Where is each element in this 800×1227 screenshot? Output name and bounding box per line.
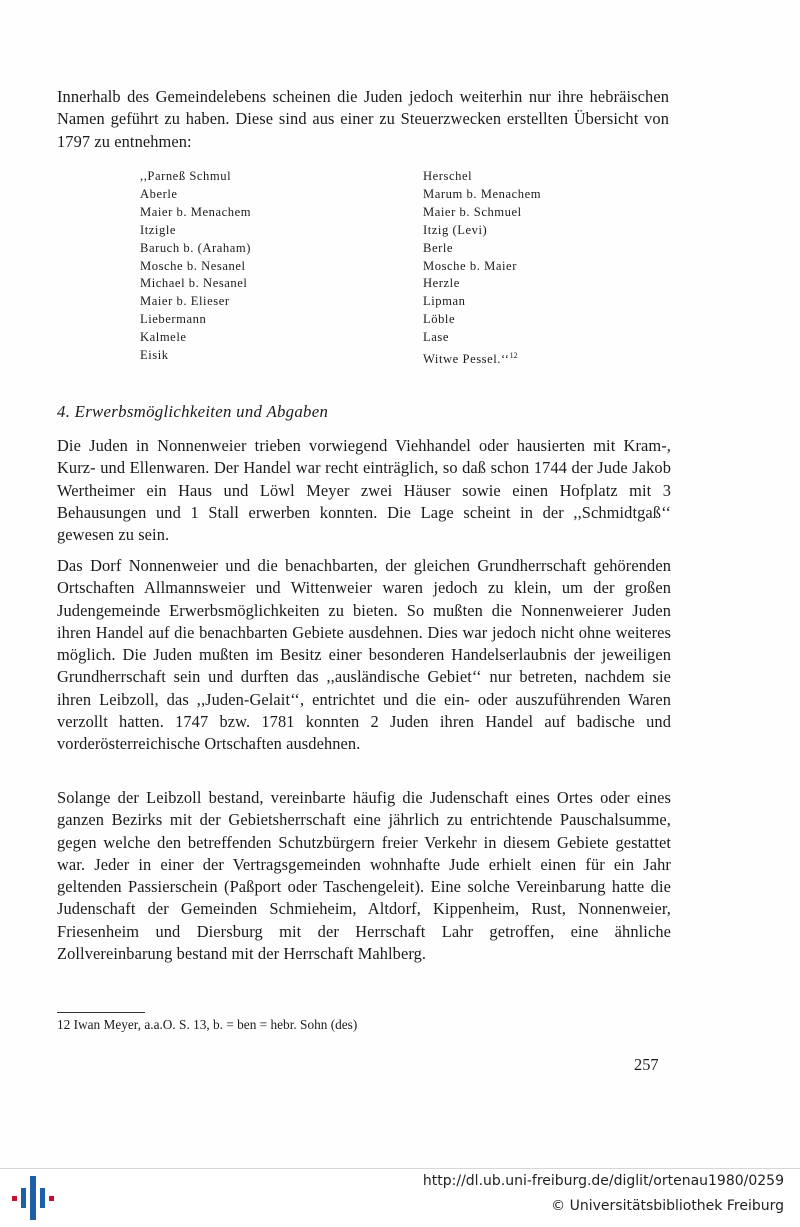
intro-paragraph: Innerhalb des Gemeindelebens scheinen die Juden jedoch weiterhin nur ihre hebräischen Namen geführt zu haben. Diese sind aus einer zu Steuerzwecken erstellten Übersicht von 1797 zu entnehmen: [57, 87, 669, 151]
list-item: Maier b. Elieser [140, 294, 230, 309]
list-item: Maier b. Schmuel [423, 204, 522, 219]
list-item: Kalmele [140, 330, 187, 345]
list-item: Liebermann [140, 312, 207, 327]
list-item: Marum b. Menachem [423, 186, 542, 201]
footnote-reference: 12 [509, 351, 518, 361]
list-item: Aberle [140, 186, 178, 201]
ub-freiburg-logo-icon [10, 1176, 56, 1220]
list-item: Herschel [423, 169, 473, 183]
list-item: Löble [423, 312, 456, 327]
list-item: Eisik [140, 348, 169, 363]
names-list-right [423, 168, 541, 369]
body-paragraph-2: Das Dorf Nonnenweier und die benachbarten, der gleichen Grundherrschaft gehörenden Ortschaften Allmannsweier und Wittenweier waren jedoch zu klein, um der großen Judengemeinde Erwerbsmöglichkeiten zu bieten. So mußten die Nonnenweierer Juden ihren Handel auf die benachbarten Gebiete ausdehnen. Dies war jedoch nicht ohne weiteres möglich. Die Juden mußten im Besitz einer besonderen Handelserlaubnis der jeweiligen Grundherrschaft sein und durften das ,,ausländische Gebiet‘‘ nur betreten, nachdem sie ihren Leibzoll, das ,,Juden-Gelait‘‘, entrichtet und die ein- oder auszuführenden Waren verzollt hatten. 1747 bzw. 1781 konnten 2 Juden ihren Handel auf badische und vorderösterreichische Ortschaften ausdehnen. [57, 556, 671, 754]
footnote: 12 Iwan Meyer, a.a.O. S. 13, b. = ben = hebr. Sohn (des) [57, 1017, 358, 1032]
list-item: ,,Parneß Schmul [140, 169, 232, 183]
list-item: Lase [423, 330, 449, 345]
section-heading: 4. Erwerbsmöglichkeiten und Abgaben [57, 402, 329, 421]
list-item: Itzig (Levi) [423, 222, 488, 237]
list-item: Baruch b. (Araham) [140, 240, 251, 255]
source-url-link[interactable]: http://dl.ub.uni-freiburg.de/diglit/ortenau1980/0259 [422, 1173, 784, 1189]
body-paragraph-3: Solange der Leibzoll bestand, vereinbarte häufig die Judenschaft eines Ortes oder eines ganzen Bezirks mit der Gebietsherrschaft eine jährlich zu entrichtende Pauschalsumme, gegen welche den betreffenden Schutzbürgern freier Verkehr in diesem Gebiete gestattet war. Jeder in einer der Vertragsgemeinden wohnhafte Jude erhielt einen für ein Jahr geltenden Passierschein (Paßport oder Taschengeleit). Eine solche Vereinbarung hatte die Judenschaft der Gemeinden Schmieheim, Altdorf, Kippenheim, Rust, Nonnenweier, Friesenheim und Diersburg mit der Herrschaft Lahr getroffen, eine ähnliche Zollvereinbarung bestand mit der Herrschaft Mahlberg. [57, 788, 671, 964]
list-item: Mosche b. Maier [423, 258, 517, 273]
copyright-notice: © Universitätsbibliothek Freiburg [551, 1198, 784, 1214]
list-item: Itzigle [140, 222, 177, 237]
list-item: Mosche b. Nesanel [140, 258, 246, 273]
list-item: Michael b. Nesanel [140, 276, 248, 291]
list-item: Berle [423, 240, 454, 255]
list-item: Herzle [423, 276, 460, 291]
list-item-text: Witwe Pessel.‘‘ [423, 352, 510, 367]
list-item-last [423, 347, 541, 369]
list-item: Maier b. Menachem [140, 204, 252, 219]
names-list-left [140, 168, 251, 365]
footnote-divider [57, 1012, 145, 1013]
page-number: 257 [634, 1055, 659, 1074]
list-item: Lipman [423, 294, 466, 309]
body-paragraph-1: Die Juden in Nonnenweier trieben vorwiegend Viehhandel oder hausierten mit Kram-, Kurz- und Ellenwaren. Der Handel war recht einträglich, so daß schon 1744 der Jude Jakob Wertheimer ein Haus und Löwl Meyer zwei Häuser sowie einen Hofplatz mit 3 Behausungen und 1 Stall erwerben konnten. Die Lage scheint in der ,,Schmidtgaß‘‘ gewesen zu sein. [57, 436, 671, 545]
